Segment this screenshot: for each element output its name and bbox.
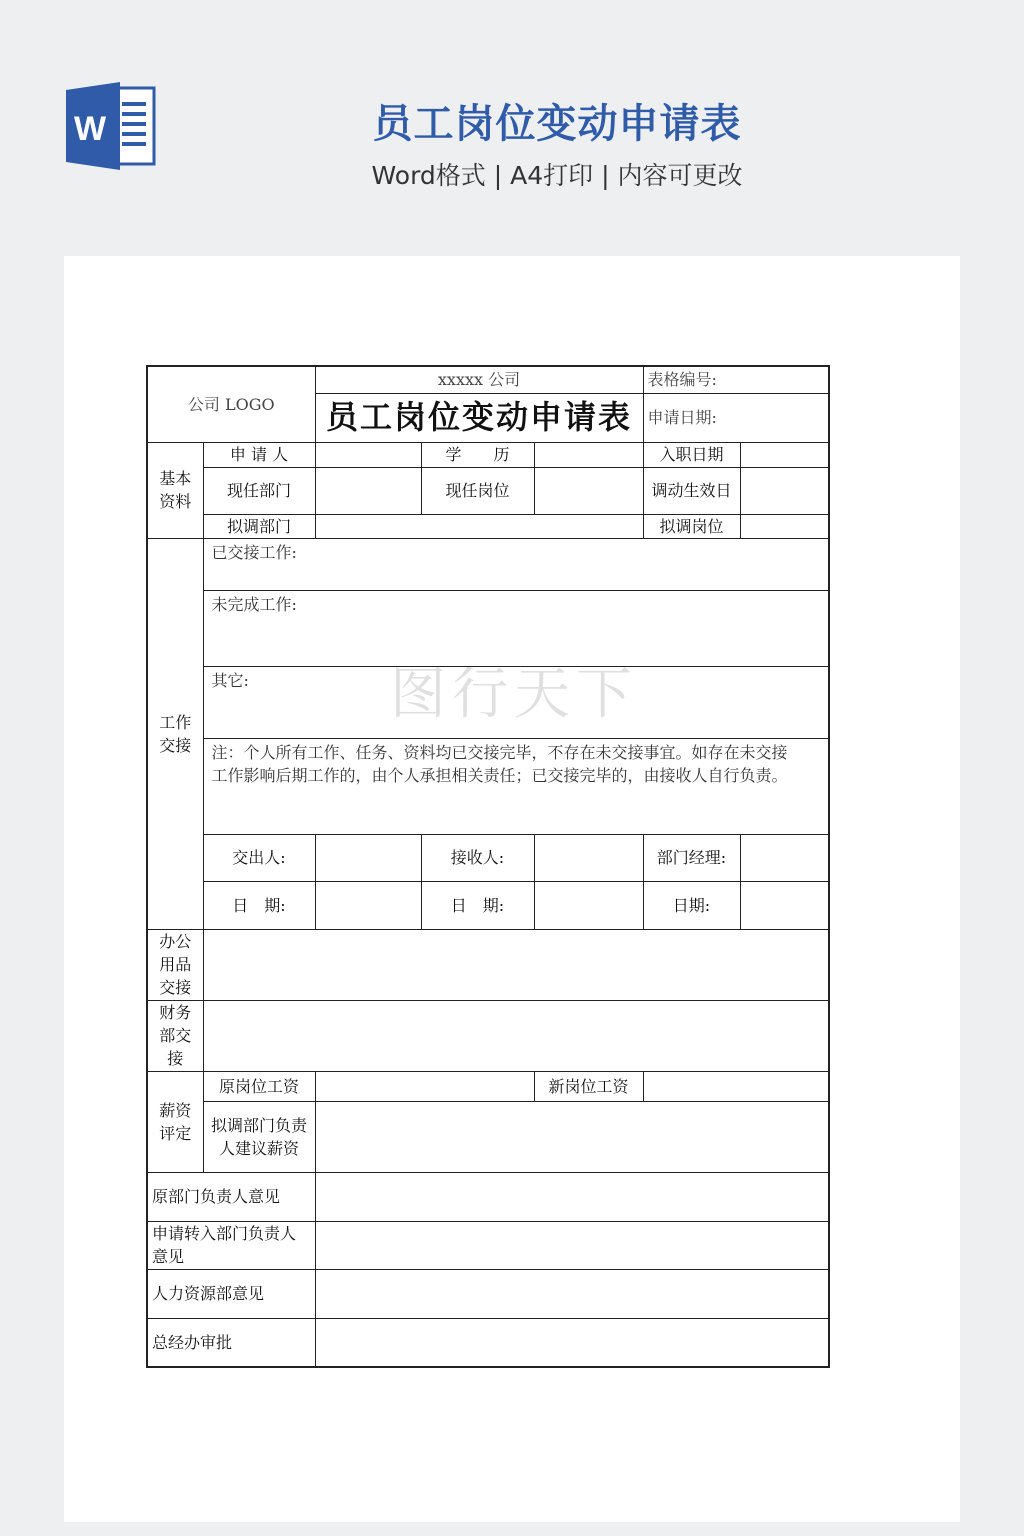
handover-note bbox=[203, 738, 829, 834]
manager-label: 部门经理: bbox=[643, 834, 740, 881]
giver-field[interactable] bbox=[315, 834, 421, 881]
manager-date-label: 日期: bbox=[643, 881, 740, 929]
receiver-date-field[interactable] bbox=[534, 881, 643, 929]
unfinished-work-field[interactable]: 未完成工作: bbox=[203, 590, 829, 666]
effective-date-label: 调动生效日 bbox=[643, 467, 740, 514]
svg-text:W: W bbox=[74, 110, 107, 148]
manager-date-field[interactable] bbox=[740, 881, 829, 929]
page-subtitle: Word格式 | A4打印 | 内容可更改 bbox=[371, 161, 743, 190]
finance-label: 财务部交接 bbox=[147, 1000, 203, 1071]
form-number[interactable]: 表格编号: bbox=[643, 366, 829, 393]
opinion-label: 总经办审批 bbox=[147, 1318, 315, 1367]
opinion-label: 申请转入部门负责人意见 bbox=[147, 1221, 315, 1269]
note-line-1: 注：个人所有工作、任务、资料均已交接完毕，不存在未交接事宜。如存在未交接 bbox=[211, 742, 788, 762]
hire-date-label: 入职日期 bbox=[643, 442, 740, 467]
education-label: 学 历 bbox=[421, 442, 534, 467]
finance-field[interactable] bbox=[203, 1000, 829, 1071]
done-work-field[interactable]: 已交接工作: bbox=[203, 538, 829, 590]
receiver-date-label: 日 期: bbox=[421, 881, 534, 929]
basic-info-section: 基本资料 bbox=[147, 442, 203, 538]
company-name: xxxxx 公司 bbox=[315, 366, 643, 393]
opinion-field[interactable] bbox=[315, 1221, 829, 1269]
target-post-label: 拟调岗位 bbox=[643, 514, 740, 538]
current-post-label: 现任岗位 bbox=[421, 467, 534, 514]
education-field[interactable] bbox=[534, 442, 643, 467]
giver-label: 交出人: bbox=[203, 834, 315, 881]
target-post-field[interactable] bbox=[740, 514, 829, 538]
giver-date-field[interactable] bbox=[315, 881, 421, 929]
hire-date-field[interactable] bbox=[740, 442, 829, 467]
opinion-label: 人力资源部意见 bbox=[147, 1269, 315, 1318]
old-salary-label: 原岗位工资 bbox=[203, 1071, 315, 1101]
handover-section: 工作交接 bbox=[147, 538, 203, 929]
current-dept-field[interactable] bbox=[315, 467, 421, 514]
receiver-label: 接收人: bbox=[421, 834, 534, 881]
office-supplies-field[interactable] bbox=[203, 929, 829, 1000]
target-dept-field[interactable] bbox=[315, 514, 643, 538]
salary-section: 薪资评定 bbox=[147, 1071, 203, 1172]
page-title: 员工岗位变动申请表 bbox=[372, 101, 742, 147]
company-logo: 公司 LOGO bbox=[147, 366, 315, 442]
applicant-label: 申 请 人 bbox=[203, 442, 315, 467]
current-dept-label: 现任部门 bbox=[203, 467, 315, 514]
apply-date[interactable]: 申请日期: bbox=[643, 393, 829, 442]
opinion-field[interactable] bbox=[315, 1172, 829, 1221]
giver-date-label: 日 期: bbox=[203, 881, 315, 929]
new-salary-label: 新岗位工资 bbox=[534, 1071, 643, 1101]
target-dept-label: 拟调部门 bbox=[203, 514, 315, 538]
receiver-field[interactable] bbox=[534, 834, 643, 881]
office-supplies-label: 办公用品交接 bbox=[147, 929, 203, 1000]
old-salary-field[interactable] bbox=[315, 1071, 534, 1101]
opinion-field[interactable] bbox=[315, 1269, 829, 1318]
transfer-form bbox=[146, 365, 830, 1368]
form-title: 员工岗位变动申请表 bbox=[315, 393, 643, 442]
manager-field[interactable] bbox=[740, 834, 829, 881]
opinion-field[interactable] bbox=[315, 1318, 829, 1367]
note-line-2: 工作影响后期工作的，由个人承担相关责任；已交接完毕的，由接收人自行负责。 bbox=[211, 765, 788, 785]
applicant-field[interactable] bbox=[315, 442, 421, 467]
suggested-salary-field[interactable] bbox=[315, 1101, 829, 1172]
new-salary-field[interactable] bbox=[643, 1071, 829, 1101]
watermark: 图行天下 bbox=[390, 662, 638, 727]
effective-date-field[interactable] bbox=[740, 467, 829, 514]
suggested-salary-label: 拟调部门负责人建议薪资 bbox=[203, 1101, 315, 1172]
current-post-field[interactable] bbox=[534, 467, 643, 514]
opinion-label: 原部门负责人意见 bbox=[147, 1172, 315, 1221]
other-field[interactable]: 其它: bbox=[203, 666, 829, 738]
